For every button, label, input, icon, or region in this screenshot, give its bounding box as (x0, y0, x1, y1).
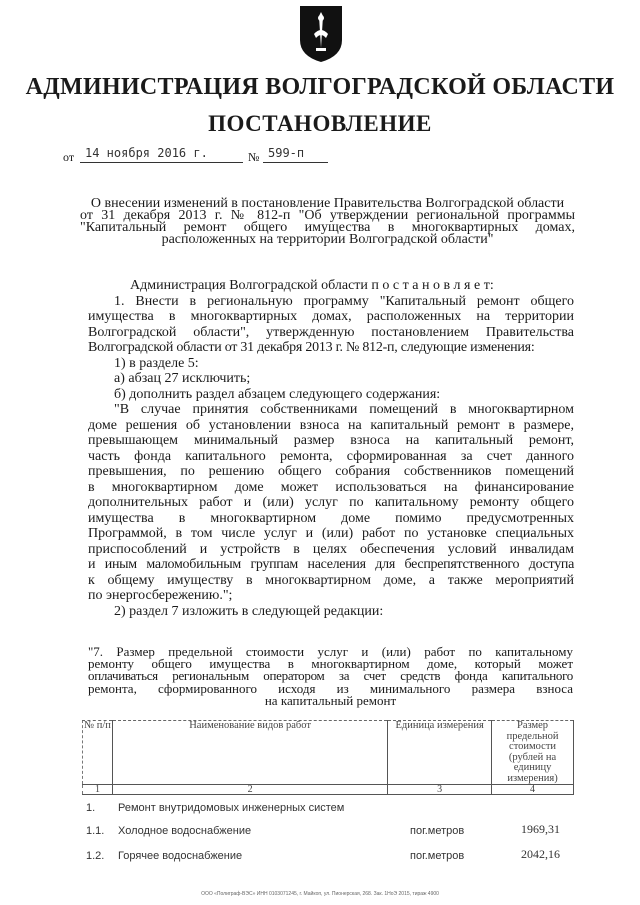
body-line: приспособлений и устройств в целях обеспечения условий инвалидам (88, 541, 574, 557)
column-number: 1 (83, 785, 113, 795)
document-subject (80, 198, 575, 246)
body-line: б) дополнить раздел абзацем следующего содержания: (114, 386, 441, 402)
date-prefix: от (63, 150, 75, 164)
date-underline (80, 162, 243, 163)
point-7-line: ремонту общего имущества в многоквартирном доме, который может (88, 656, 573, 672)
point-7-text (88, 646, 573, 707)
row-max-cost: 1969,31 (521, 822, 560, 836)
column-number: 2 (112, 785, 387, 795)
body-line: Волгоградской области", утвержденную постановлением Правительства (88, 324, 574, 340)
subject-line: от 31 декабря 2013 г. № 812-п "Об утверждении региональной программы (80, 208, 575, 223)
body-line: 1. Внести в региональную программу "Капитальный ремонт общего (114, 293, 574, 309)
number-prefix: № (248, 150, 260, 164)
header-unit: Единица измерения (388, 721, 492, 785)
document-body (88, 278, 574, 619)
body-line: 2) раздел 7 изложить в следующей редакции: (114, 603, 384, 619)
point-7-line: "7. Размер предельной стоимости услуг и (или) работ по капитальному (88, 644, 573, 659)
table-header-row (83, 721, 574, 785)
row-max-cost: 2042,16 (521, 847, 560, 861)
body-line: 1) в разделе 5: (114, 355, 199, 371)
row-unit: пог.метров (410, 825, 465, 837)
column-number: 4 (492, 785, 574, 795)
body-line: "В случае принятия собственниками помещений в многоквартирном (114, 402, 574, 417)
subject-line: "Капитальный ремонт общего имущества в многоквартирных домах, (80, 220, 575, 235)
row-unit: пог.метров (410, 850, 465, 862)
point-7-line: на капитальный ремонт (264, 692, 397, 708)
body-line: Программой, в том числе услуг и (или) работ по установке специальных (88, 526, 574, 541)
body-line: по энергосбережению."; (88, 588, 233, 603)
cost-table (82, 720, 574, 795)
organization-title: АДМИНИСТРАЦИЯ ВОЛГОГРАДСКОЙ ОБЛАСТИ (25, 74, 615, 100)
row-number: 1. (86, 802, 96, 814)
column-number: 3 (388, 785, 492, 795)
point-7-line: оплачиваться региональным оператором за счет средств фонда капитального (88, 668, 573, 684)
subject-line: расположенных на территории Волгоградской области" (161, 232, 494, 247)
document-number: 599-п (268, 146, 305, 160)
row-work-type: Ремонт внутридомовых инженерных систем (118, 802, 345, 814)
header-number: № п/п (83, 721, 113, 785)
body-line: превышения, по решению общего собрания собственников помещений (88, 464, 574, 479)
body-line: имущества в многоквартирных домах, расположенных на территории (88, 309, 574, 324)
body-line: часть фонда капитального ремонта, сформированная за счет данного (88, 448, 574, 464)
body-line: Волгоградской области от 31 декабря 2013 г. № 812-п, следующие изменения: (88, 340, 535, 355)
row-number: 1.2. (86, 850, 105, 862)
document-type: ПОСТАНОВЛЕНИЕ (208, 111, 432, 136)
point-7-line: ремонта, сформированного исходя из минимального размера взноса (88, 680, 573, 696)
body-line: превышающем минимальный размер взноса на капитальный ремонт, (88, 433, 574, 448)
printer-imprint: ООО «Полиграф-ВЭС» ИНН 0103071245, г. Майкоп, ул. Пионерская, 268. Зак. 1НоЭ 2015, тираж 4900 (201, 891, 439, 897)
body-line: к общему имуществу в многоквартирном доме, а также мероприятий (88, 572, 574, 588)
header-max-cost: Размер предельной стоимости (рублей на единицу измерения) (492, 721, 574, 785)
coat-of-arms-icon (296, 4, 346, 64)
header-work-type: Наименование видов работ (112, 721, 387, 785)
row-work-type: Холодное водоснабжение (118, 825, 252, 837)
date-number-line (63, 145, 333, 165)
body-line: а) абзац 27 исключить; (114, 371, 251, 386)
subject-line: О внесении изменений в постановление Правительства Волгоградской области (90, 196, 565, 211)
number-underline (263, 162, 328, 163)
document-date: 14 ноября 2016 г. (85, 146, 208, 160)
body-line: доме решения об установлении взноса на капитальный ремонт в размере, (88, 417, 574, 433)
row-number: 1.1. (86, 825, 105, 837)
body-line: Администрация Волгоградской области п о с т а н о в л я е т: (130, 278, 494, 293)
row-work-type: Горячее водоснабжение (118, 850, 243, 862)
body-line: имущества в многоквартирном доме помимо предусмотренных (88, 510, 574, 526)
body-line: дополнительных работ и (или) услуг по капитальному ремонту общего (88, 495, 574, 510)
body-line: и иным маломобильным группам населения для беспрепятственного доступа (88, 557, 574, 572)
body-line: в многоквартирном доме может использоваться на финансирование (88, 479, 574, 495)
table-column-numbers (83, 785, 574, 795)
